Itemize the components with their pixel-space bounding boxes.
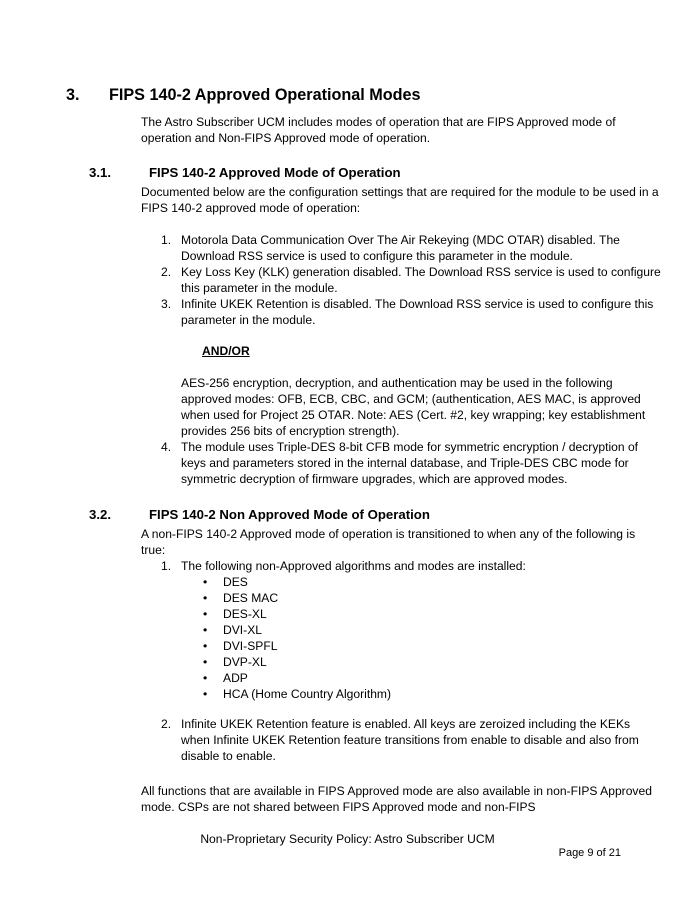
- non-approved-list-item-1: [141, 558, 661, 574]
- list-item-text: Infinite UKEK Retention is disabled. The Download RSS service is used to configure this parameter in the module.: [181, 297, 654, 327]
- list-number: 3.: [161, 297, 172, 311]
- list-item: [141, 232, 661, 264]
- bullet-item: [201, 574, 391, 590]
- section-3-intro: The Astro Subscriber UCM includes modes of operation that are FIPS Approved mode of operation and Non-FIPS Approved mode of operation.: [141, 115, 616, 145]
- bullet-icon: •: [203, 591, 208, 605]
- aes-paragraph: AES-256 encryption, decryption, and authentication may be used in the following approved modes: OFB, ECB, CBC, and GCM; (authentication, AES MAC, is approved when used for Project 25 OTAR. Note: AES (Cert. #2, key wrapping; key establishment provides 256 bits of encryption strength).: [181, 376, 646, 438]
- and-or-label: AND/OR: [202, 344, 250, 358]
- bullet-item: [201, 606, 391, 622]
- page-number: Page 9 of 21: [558, 847, 621, 859]
- algorithm-name: HCA (Home Country Algorithm): [223, 687, 392, 701]
- bullet-item: [201, 590, 391, 606]
- list-number: 2.: [161, 265, 172, 279]
- bullet-icon: •: [203, 575, 208, 589]
- list-item: [141, 439, 661, 487]
- footer-title: Non-Proprietary Security Policy: Astro Subscriber UCM: [200, 832, 495, 846]
- section-3-1-intro: Documented below are the configuration settings that are required for the module to be used in a FIPS 140-2 approved mode of operation:: [141, 185, 659, 215]
- list-item-text: The following non-Approved algorithms and modes are installed:: [181, 559, 526, 573]
- non-approved-algorithms-list: [201, 574, 391, 702]
- list-item: [141, 296, 661, 328]
- list-number: 1.: [161, 559, 172, 573]
- section-number: 3.1.: [89, 165, 111, 180]
- algorithm-name: DES-XL: [223, 607, 267, 621]
- bullet-icon: •: [203, 607, 208, 621]
- list-item: [141, 558, 661, 574]
- algorithm-name: DVI-SPFL: [223, 639, 278, 653]
- algorithm-name: DVP-XL: [223, 655, 267, 669]
- bullet-item: [201, 670, 391, 686]
- bullet-icon: •: [203, 671, 208, 685]
- list-number: 1.: [161, 233, 172, 247]
- bullet-icon: •: [203, 655, 208, 669]
- bullet-icon: •: [203, 639, 208, 653]
- bullet-icon: •: [203, 623, 208, 637]
- algorithm-name: DVI-XL: [223, 623, 262, 637]
- bullet-item: [201, 654, 391, 670]
- bullet-item: [201, 622, 391, 638]
- section-number: 3.2.: [89, 507, 111, 522]
- algorithm-name: ADP: [223, 671, 248, 685]
- section-number: 3.: [66, 86, 80, 104]
- section-title: FIPS 140-2 Approved Operational Modes: [109, 86, 421, 104]
- list-number: 2.: [161, 717, 172, 731]
- list-item-text: Infinite UKEK Retention feature is enabled. All keys are zeroized including the KEKs when Infinite UKEK Retention feature transitions from enable to disable and also from disable to enable.: [181, 717, 639, 763]
- bullet-icon: •: [203, 687, 208, 701]
- section-3-2-closing: All functions that are available in FIPS Approved mode are also available in non-FIPS Approved mode. CSPs are not shared between FIPS Approved mode and non-FIPS: [141, 784, 652, 814]
- list-number: 4.: [161, 440, 172, 454]
- section-title: FIPS 140-2 Approved Mode of Operation: [149, 165, 401, 180]
- bullet-item: [201, 686, 391, 702]
- algorithm-name: DES MAC: [223, 591, 279, 605]
- bullet-item: [201, 638, 391, 654]
- list-item: [141, 716, 661, 764]
- approved-settings-list-continued: [141, 439, 661, 487]
- list-item-text: Motorola Data Communication Over The Air Rekeying (MDC OTAR) disabled. The Download RSS service is used to configure this parameter in the module.: [181, 233, 620, 263]
- algorithm-name: DES: [223, 575, 248, 589]
- list-item-text: Key Loss Key (KLK) generation disabled. The Download RSS service is used to configure this parameter in the module.: [181, 265, 661, 295]
- list-item: [141, 264, 661, 296]
- section-title: FIPS 140-2 Non Approved Mode of Operation: [149, 507, 430, 522]
- list-item-text: The module uses Triple-DES 8-bit CFB mode for symmetric encryption / decryption of keys and parameters stored in the internal database, and Triple-DES CBC mode for symmetric decryption of firmware upgrades, which are approved modes.: [181, 440, 639, 486]
- non-approved-list-item-2: [141, 716, 661, 764]
- section-3-2-intro: A non-FIPS 140-2 Approved mode of operation is transitioned to when any of the following is true:: [141, 527, 636, 557]
- approved-settings-list: [141, 232, 661, 328]
